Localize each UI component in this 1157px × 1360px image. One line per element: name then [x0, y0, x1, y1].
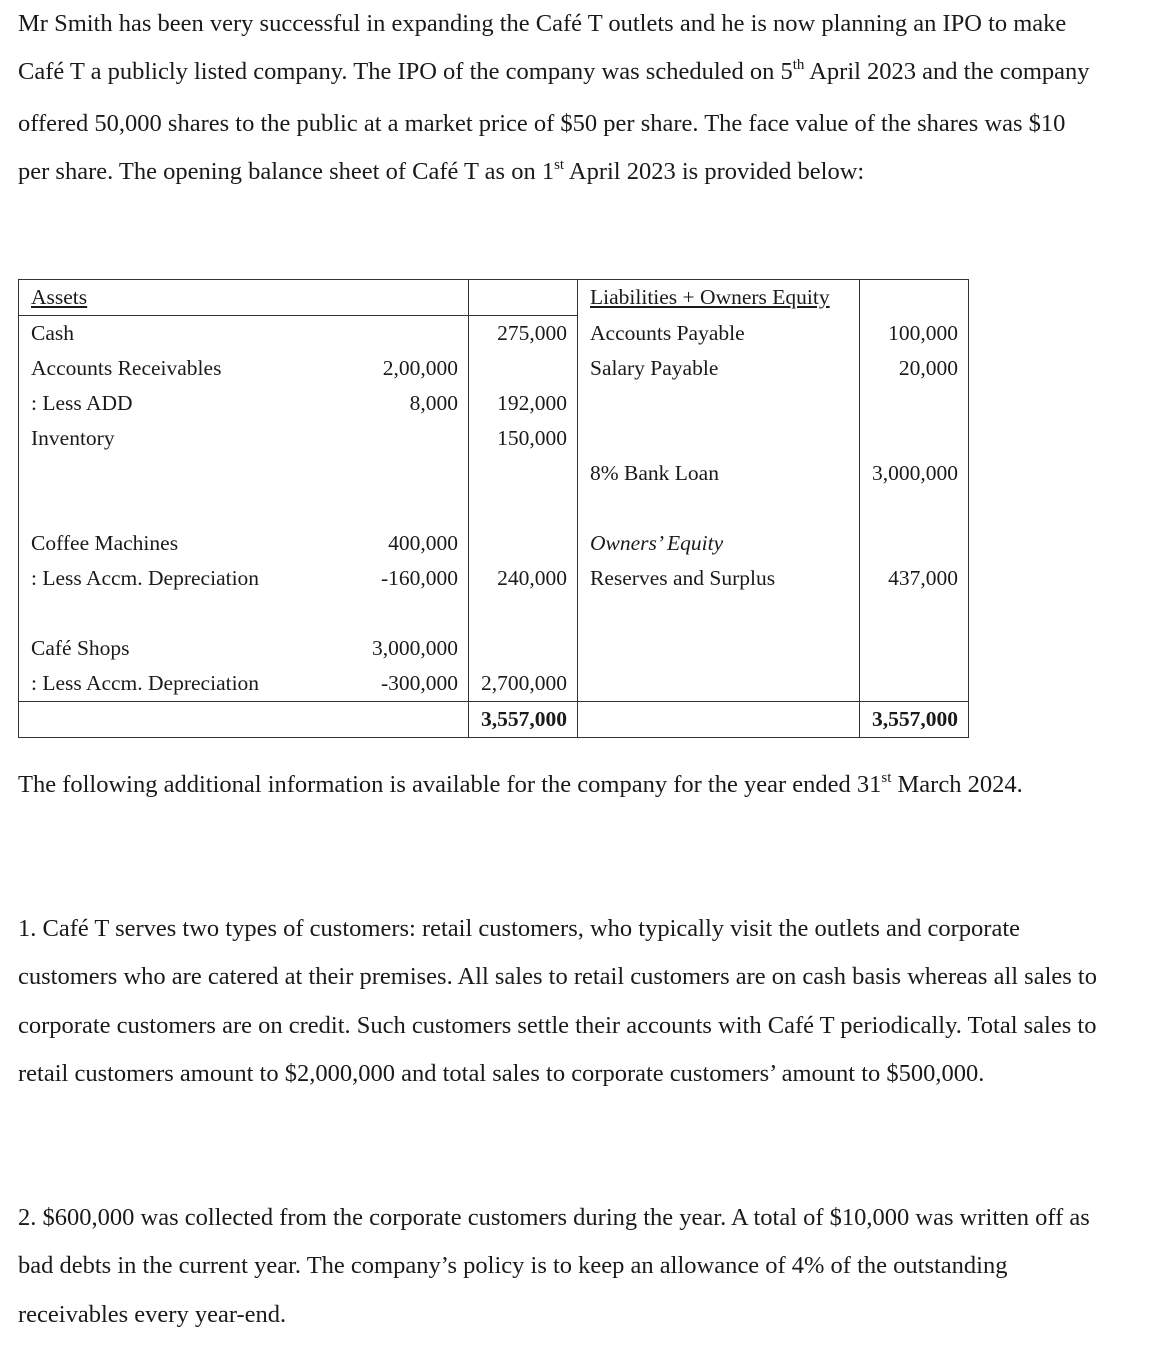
coffee-dep-value: -160,000 — [380, 566, 458, 590]
additional-info-paragraph — [18, 761, 1098, 812]
balance-sheet-table — [18, 279, 969, 738]
intro-text-2: April 2023 and the company offered 50,000 shares to the public at a market price of $50 per share. The face value of the shares was $10 per share. The opening balance sheet of Café T as on 1 — [18, 58, 1090, 185]
total-liabilities: 3,557,000 — [860, 702, 969, 738]
salary-payable-label: Salary Payable — [578, 351, 860, 386]
owners-equity-heading: Owners’ Equity — [578, 526, 860, 561]
receivables-label: Accounts Receivables — [19, 351, 333, 386]
table-row — [19, 316, 969, 352]
receivables-gross: 2,00,000 — [382, 356, 458, 380]
coffee-dep-label: : Less Accm. Depreciation — [19, 561, 333, 596]
total-assets: 3,557,000 — [469, 702, 578, 738]
table-row — [19, 491, 969, 526]
table-row — [19, 280, 969, 316]
coffee-net: 240,000 — [469, 561, 578, 596]
point-1-paragraph: 1. Café T serves two types of customers: retail customers, who typically visit the outlets and corporate customers who are catered at their premises. All sales to retail customers are on cash basis whereas all sales to corporate customers are on credit. Such customers settle their accounts with Café T periodically. Total sales to retail customers amount to $2,000,000 and total sales to corporate customers’ amount to $500,000. — [18, 915, 1097, 1087]
cafe-dep-value: -300,000 — [380, 671, 458, 695]
coffee-machines-label: Coffee Machines — [19, 526, 333, 561]
table-row — [19, 526, 969, 561]
additional-text-1: The following additional information is available for the company for the year ended 31 — [18, 771, 882, 798]
inventory-label: Inventory — [19, 421, 333, 456]
table-row — [19, 561, 969, 596]
table-row — [19, 631, 969, 666]
intro-text-1: Mr Smith has been very successful in expanding the Café T outlets and he is now planning an IPO to make Café T a publicly listed company. The IPO of the company was scheduled on 5 — [18, 10, 1067, 86]
assets-heading: Assets — [19, 280, 333, 316]
additional-sup: st — [881, 770, 892, 786]
bank-loan-value: 3,000,000 — [860, 456, 969, 491]
table-row — [19, 456, 969, 491]
coffee-machines-gross: 400,000 — [388, 531, 458, 555]
point-2-paragraph: 2. $600,000 was collected from the corporate customers during the year. A total of $10,000 was written off as bad debts in the current year. The company’s policy is to keep an allowance of 4% of the outstanding receivables every year-end. — [18, 1204, 1090, 1328]
table-row — [19, 596, 969, 631]
table-row — [19, 351, 969, 386]
intro-sup-1: th — [792, 57, 805, 74]
bank-loan-label: 8% Bank Loan — [578, 456, 860, 491]
receivables-net: 192,000 — [469, 386, 578, 421]
cafe-dep-label: : Less Accm. Depreciation — [19, 666, 333, 702]
cash-label: Cash — [19, 316, 333, 352]
intro-text-3: April 2023 is provided below: — [564, 157, 865, 185]
less-add-label: : Less ADD — [19, 386, 333, 421]
intro-sup-2: st — [554, 156, 565, 173]
reserves-label: Reserves and Surplus — [578, 561, 860, 596]
inventory-value: 150,000 — [469, 421, 578, 456]
intro-paragraph — [18, 0, 1098, 199]
liabilities-heading: Liabilities + Owners Equity — [578, 280, 860, 316]
accounts-payable-label: Accounts Payable — [578, 316, 860, 352]
cafe-shops-label: Café Shops — [19, 631, 333, 666]
cafe-net: 2,700,000 — [469, 666, 578, 702]
less-add-value: 8,000 — [409, 391, 458, 415]
additional-text-2: March 2024. — [891, 771, 1023, 798]
table-row — [19, 666, 969, 702]
cafe-shops-gross: 3,000,000 — [372, 636, 458, 660]
salary-payable-value: 20,000 — [860, 351, 969, 386]
cash-value: 275,000 — [469, 316, 578, 352]
table-row — [19, 386, 969, 421]
reserves-value: 437,000 — [860, 561, 969, 596]
accounts-payable-value: 100,000 — [860, 316, 969, 352]
table-row — [19, 421, 969, 456]
table-row — [19, 702, 969, 738]
